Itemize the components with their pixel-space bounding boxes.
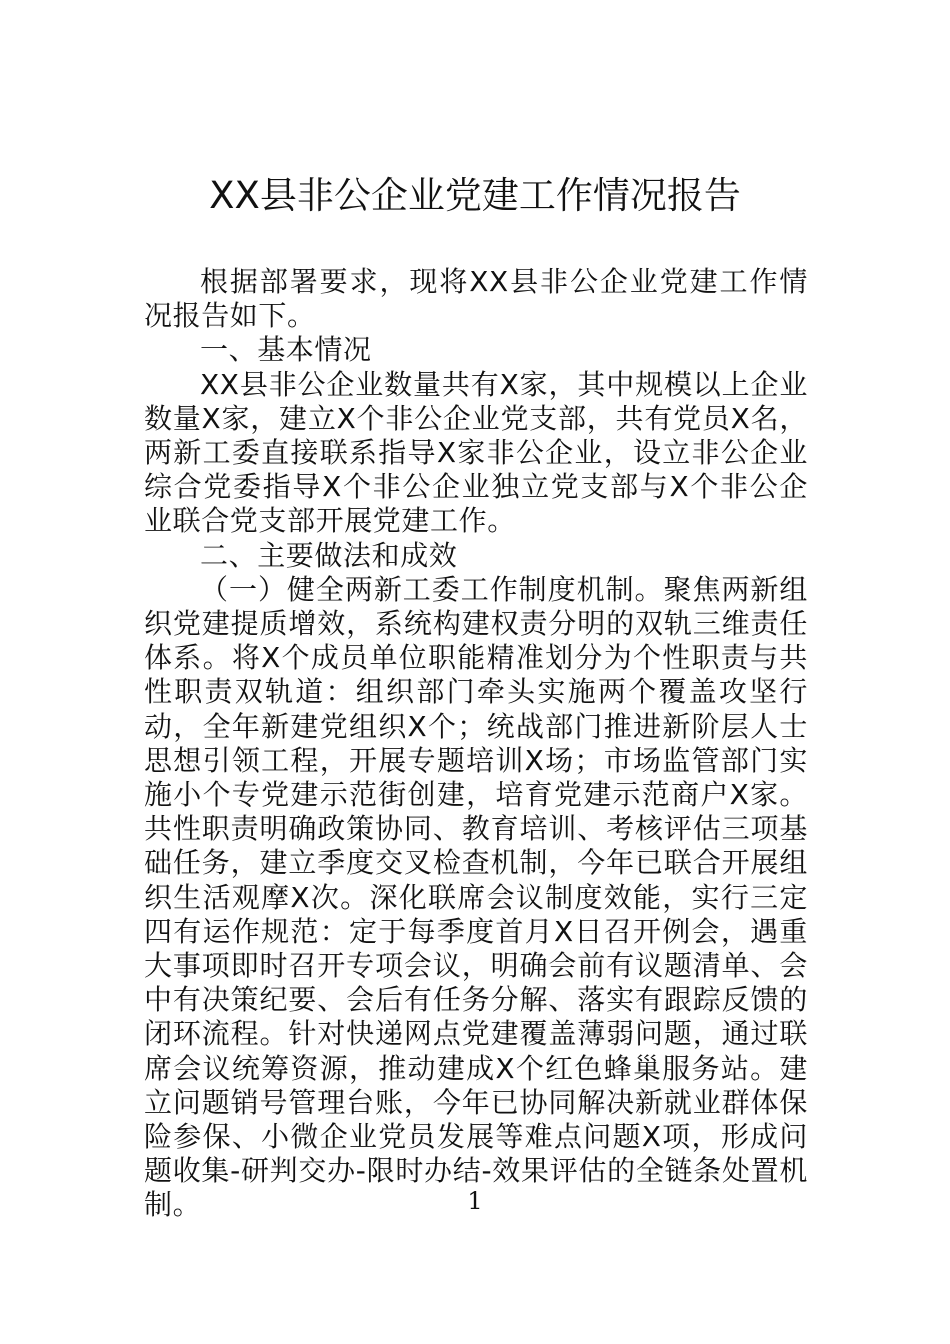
mechanism-paragraph: （一）健全两新工委工作制度机制。聚焦两新组织党建提质增效，系统构建权责分明的双轨三维责任体系。将X个成员单位职能精准划分为个性职责与共性职责双轨道：组织部门牵头实施两个覆盖攻坚行动，全年新建党组织X个；统战部门推进新阶层人士思想引领工程，开展专题培训X场；市场监管部门实施小个专党建示范街创建，培育党建示范商户X家。共性职责明确政策协同、教育培训、考核评估三项基础任务，建立季度交叉检查机制，今年已联合开展组织生活观摩X次。深化联席会议制度效能，实行三定四有运作规范：定于每季度首月X日召开例会，遇重大事项即时召开专项会议，明确会前有议题清单、会中有决策纪要、会后有任务分解、落实有跟踪反馈的闭环流程。针对快递网点党建覆盖薄弱问题，通过联席会议统筹资源，推动建成X个红色蜂巢服务站。建立问题销号管理台账，今年已协同解决新就业群体保险参保、小微企业党员发展等难点问题X项，形成问题收集-研判交办-限时办结-效果评估的全链条处置机制。: [144, 572, 808, 1222]
section-heading-basic-situation: 一、基本情况: [200, 333, 372, 367]
document-title: XX县非公企业党建工作情况报告: [209, 174, 741, 217]
basic-situation-paragraph: XX县非公企业数量共有X家，其中规模以上企业数量X家，建立X个非公企业党支部，共有党员X名，两新工委直接联系指导X家非公企业，设立非公企业综合党委指导X个非公企业独立党支部与X个非公企业联合党支部开展党建工作。: [144, 367, 808, 538]
section-heading-main-practices: 二、主要做法和成效: [200, 538, 458, 572]
page-number: 1: [467, 1187, 483, 1215]
intro-paragraph: 根据部署要求，现将XX县非公企业党建工作情况报告如下。: [144, 265, 808, 333]
document-body: [144, 265, 808, 1223]
